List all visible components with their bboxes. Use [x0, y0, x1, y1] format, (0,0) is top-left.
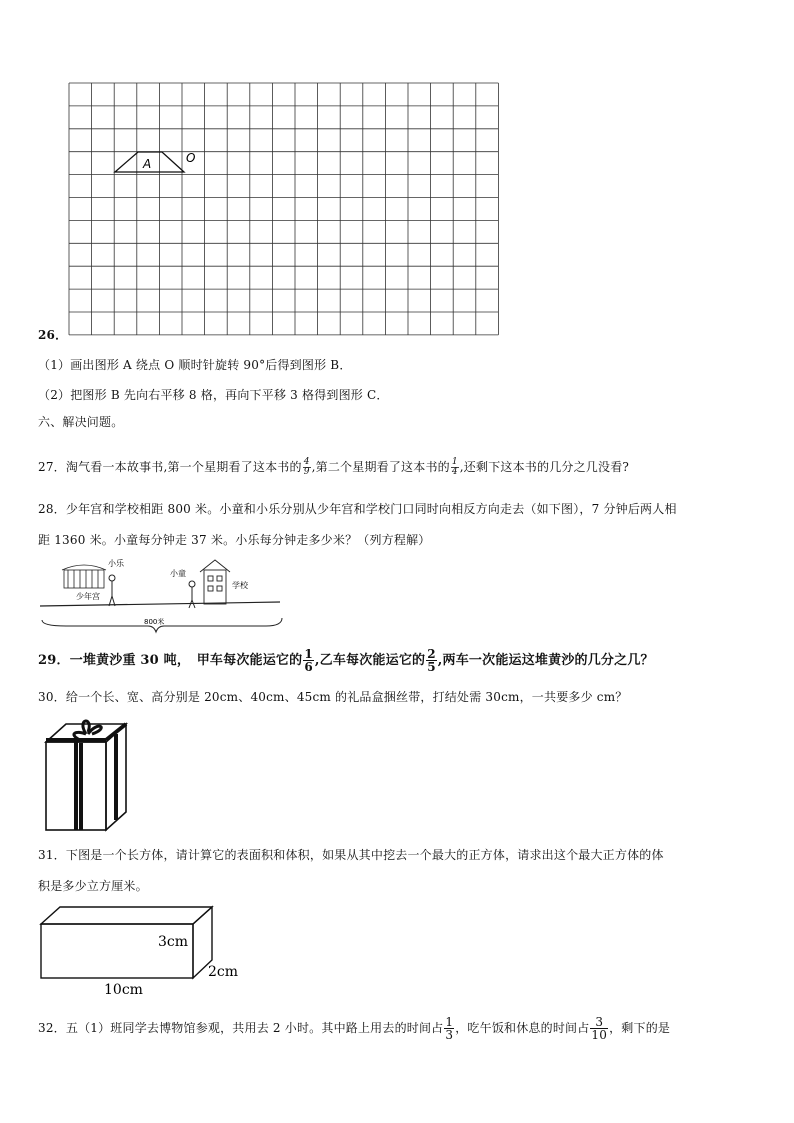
q27 — [38, 458, 629, 477]
q31-line1: 31．下图是一个长方体，请计算它的表面积和体积，如果从其中挖去一个最大的正方体，请求出这个最大正方体的体 — [38, 848, 664, 862]
q32-prefix: 32．五（1）班同学去博物馆参观，共用去 2 小时。其中路上用去的时间占 — [38, 1021, 444, 1035]
q32-frac2-num: 3 — [590, 1016, 608, 1029]
school-building — [200, 560, 230, 604]
person-xiaole — [109, 575, 115, 606]
dim-length: 10cm — [104, 982, 143, 998]
q28-line2: 距 1360 米。小童每分钟走 37 米。小乐每分钟走多少米？（列方程解） — [38, 533, 431, 547]
fig-label-palace: 少年宫 — [76, 592, 100, 601]
q32-frac1-num: 1 — [445, 1015, 454, 1029]
cuboid-figure — [36, 902, 256, 1000]
q32 — [38, 1016, 670, 1041]
q29-middle: ,乙车每次能运它的 — [314, 653, 426, 668]
dim-width: 2cm — [208, 964, 239, 980]
q32-frac2 — [590, 1016, 608, 1041]
cuboid-front — [41, 924, 193, 978]
q29-frac1 — [303, 648, 314, 673]
q32-frac1-den: 3 — [445, 1028, 454, 1042]
q29-frac2-num: 2 — [427, 647, 436, 661]
q32-middle: ，吃午饭和休息的时间占 — [455, 1021, 590, 1035]
grid-figure — [0, 0, 794, 345]
ground-line — [40, 602, 280, 606]
q29-prefix: 29．一堆黄沙重 30 吨， 甲车每次能运它的 — [38, 653, 303, 668]
gift-box-figure — [36, 712, 136, 834]
q28-figure — [36, 556, 286, 638]
q27-frac1-num: 4 — [303, 457, 310, 467]
q27-frac2-num: 1 — [451, 457, 458, 467]
q27-prefix: 27．淘气看一本故事书,第一个星期看了这本书的 — [38, 460, 302, 474]
q29-suffix: ,两车一次能运这堆黄沙的几分之几？ — [437, 653, 654, 668]
q27-frac2-den: 4 — [451, 467, 458, 477]
q29-frac1-num: 1 — [304, 647, 313, 661]
point-o-label: O — [186, 151, 196, 165]
q27-suffix: ,还剩下这本书的几分之几没看? — [459, 460, 630, 474]
q26-number: 26． — [38, 328, 68, 342]
q29 — [38, 648, 654, 673]
q31-line2: 积是多少立方厘米。 — [38, 879, 148, 893]
cuboid-top — [41, 907, 212, 924]
fig-label-distance: 800米 — [144, 618, 165, 626]
q29-frac2-den: 5 — [427, 660, 436, 674]
q29-frac1-den: 6 — [304, 660, 313, 674]
dim-height: 3cm — [158, 934, 189, 950]
q26-part2: （2）把图形 B 先向右平移 8 格，再向下平移 3 格得到图形 C． — [38, 388, 389, 402]
q32-suffix: ，剩下的是 — [609, 1021, 671, 1035]
q29-frac2 — [426, 648, 437, 673]
fig-label-school: 学校 — [232, 581, 248, 590]
palace-building — [62, 565, 106, 588]
section-heading: 六、解决问题。 — [38, 415, 124, 429]
fig-label-xiaotong: 小童 — [170, 569, 186, 578]
q32-frac1 — [444, 1016, 454, 1041]
q27-frac1-den: 9 — [303, 467, 310, 477]
grid-lines — [69, 83, 498, 335]
shape-a-label: A — [143, 157, 152, 171]
q27-frac1 — [303, 458, 311, 477]
q28-line1: 28．少年宫和学校相距 800 米。小童和小乐分别从少年宫和学校门口同时向相反方向走去（如下图），7 分钟后两人相 — [38, 502, 677, 516]
q32-frac2-den: 10 — [591, 1028, 608, 1042]
q30-text: 30．给一个长、宽、高分别是 20cm、40cm、45cm 的礼品盒捆丝带，打结处需 30cm，一共要多少 cm？ — [38, 690, 628, 704]
ribbon — [46, 724, 126, 830]
q27-frac2 — [451, 458, 459, 477]
fig-label-xiaole: 小乐 — [108, 559, 124, 568]
q26-part1: （1）画出图形 A 绕点 O 顺时针旋转 90°后得到图形 B． — [38, 358, 352, 372]
q27-middle: ,第二个星期看了这本书的 — [311, 460, 450, 474]
